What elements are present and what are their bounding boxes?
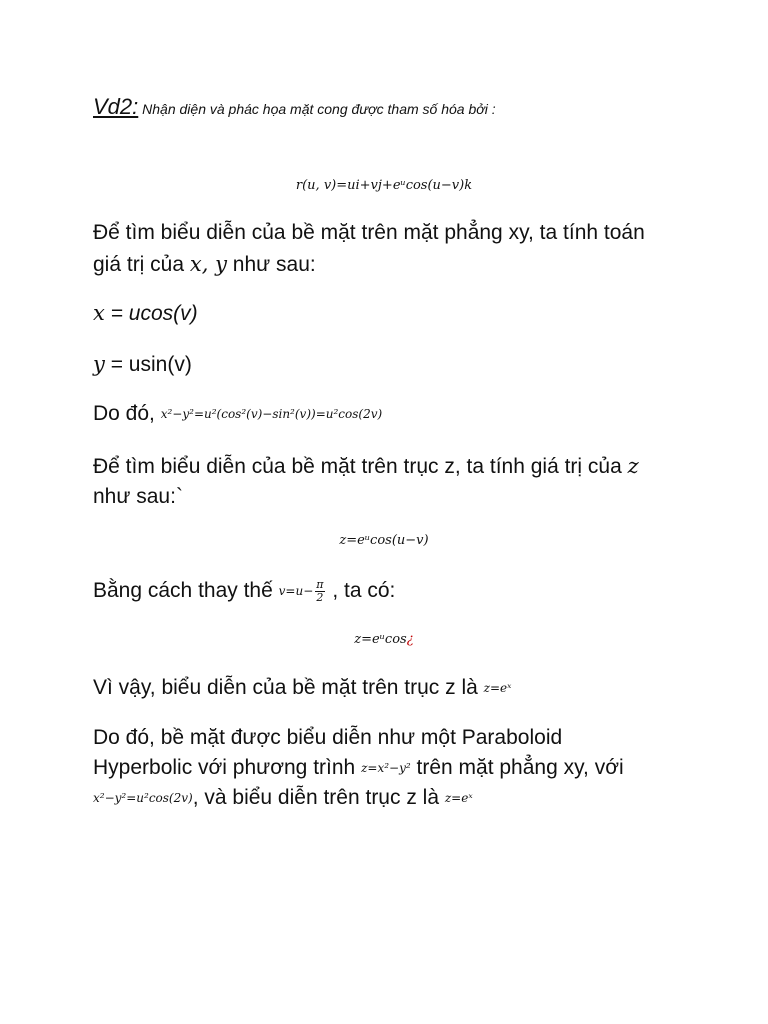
- conclusion2-line2-formula: z=x²−y²: [361, 761, 411, 775]
- eq-x-rest: = ucos(v): [104, 302, 198, 325]
- conclusion2-line2-prefix: Hyperbolic với phương trình: [93, 756, 362, 779]
- example-heading: [93, 92, 496, 124]
- formula-z2-main: z=eᵘcos: [354, 632, 407, 647]
- substitute-suffix: , ta có:: [326, 579, 396, 602]
- para2-line1: [93, 451, 639, 482]
- conclusion2-line2: [93, 753, 624, 783]
- frac-numerator: π: [316, 577, 324, 591]
- para1-line2-prefix: giá trị của: [93, 253, 190, 276]
- substitute-formula: v=u−: [278, 584, 314, 598]
- para2-line1-prefix: Để tìm biểu diễn của bề mặt trên trục z, ta tính giá trị của: [93, 455, 628, 478]
- para1-line1: Để tìm biểu diễn của bề mặt trên mặt phẳng xy, ta tính toán: [93, 221, 645, 244]
- formula-z: z=eᵘcos(u−v): [339, 533, 429, 548]
- conclusion2-line3-formula: x²−y²=u²cos(2v): [93, 791, 193, 805]
- conclusion1-text: Vì vậy, biểu diễn của bề mặt trên trục z là: [93, 676, 484, 699]
- formula-z2: [0, 632, 768, 647]
- example-label: Vd2:: [93, 94, 139, 119]
- para2-line2: như sau:`: [93, 485, 183, 508]
- conclusion1-formula: z=eˣ: [483, 681, 512, 695]
- substitute-line: [93, 576, 395, 606]
- frac-denominator: 2: [316, 590, 324, 604]
- pi-over-2-fraction: [315, 579, 324, 604]
- eq-y: [93, 349, 192, 380]
- do-do-formula: x²−y²=u²(cos²(v)−sin²(v))=u²cos(2v): [160, 407, 383, 421]
- conclusion2-line1: Do đó, bề mặt được biểu diễn như một Paraboloid: [93, 726, 563, 749]
- eq-y-rest: = usin(v): [104, 353, 192, 376]
- para2-var: z: [627, 454, 639, 478]
- conclusion2-line3-formula2: z=eˣ: [444, 791, 473, 805]
- para1-line2-suffix: như sau:: [226, 253, 316, 276]
- conclusion2-line3: [93, 783, 473, 813]
- substitute-prefix: Bằng cách thay thế: [93, 579, 279, 602]
- do-do-label: Do đó,: [93, 402, 161, 425]
- conclusion2-line2-suffix: trên mặt phẳng xy, với: [410, 756, 624, 779]
- para1-line2: [93, 249, 316, 280]
- formula-r: r(u, v)=ui+vj+eᵘcos(u−v)k: [295, 178, 473, 193]
- example-description: Nhận diện và phác họa mặt cong được tham số hóa bởi :: [138, 101, 496, 117]
- formula-error-char: ¿: [406, 632, 414, 647]
- do-do-line: [93, 399, 382, 429]
- conclusion1-line: [93, 673, 511, 703]
- eq-x: [93, 298, 198, 329]
- conclusion2-line3-text: , và biểu diễn trên trục z là: [192, 786, 445, 809]
- eq-y-var: y: [93, 352, 105, 376]
- para1-vars: x, y: [189, 252, 227, 276]
- eq-x-var: x: [93, 301, 105, 325]
